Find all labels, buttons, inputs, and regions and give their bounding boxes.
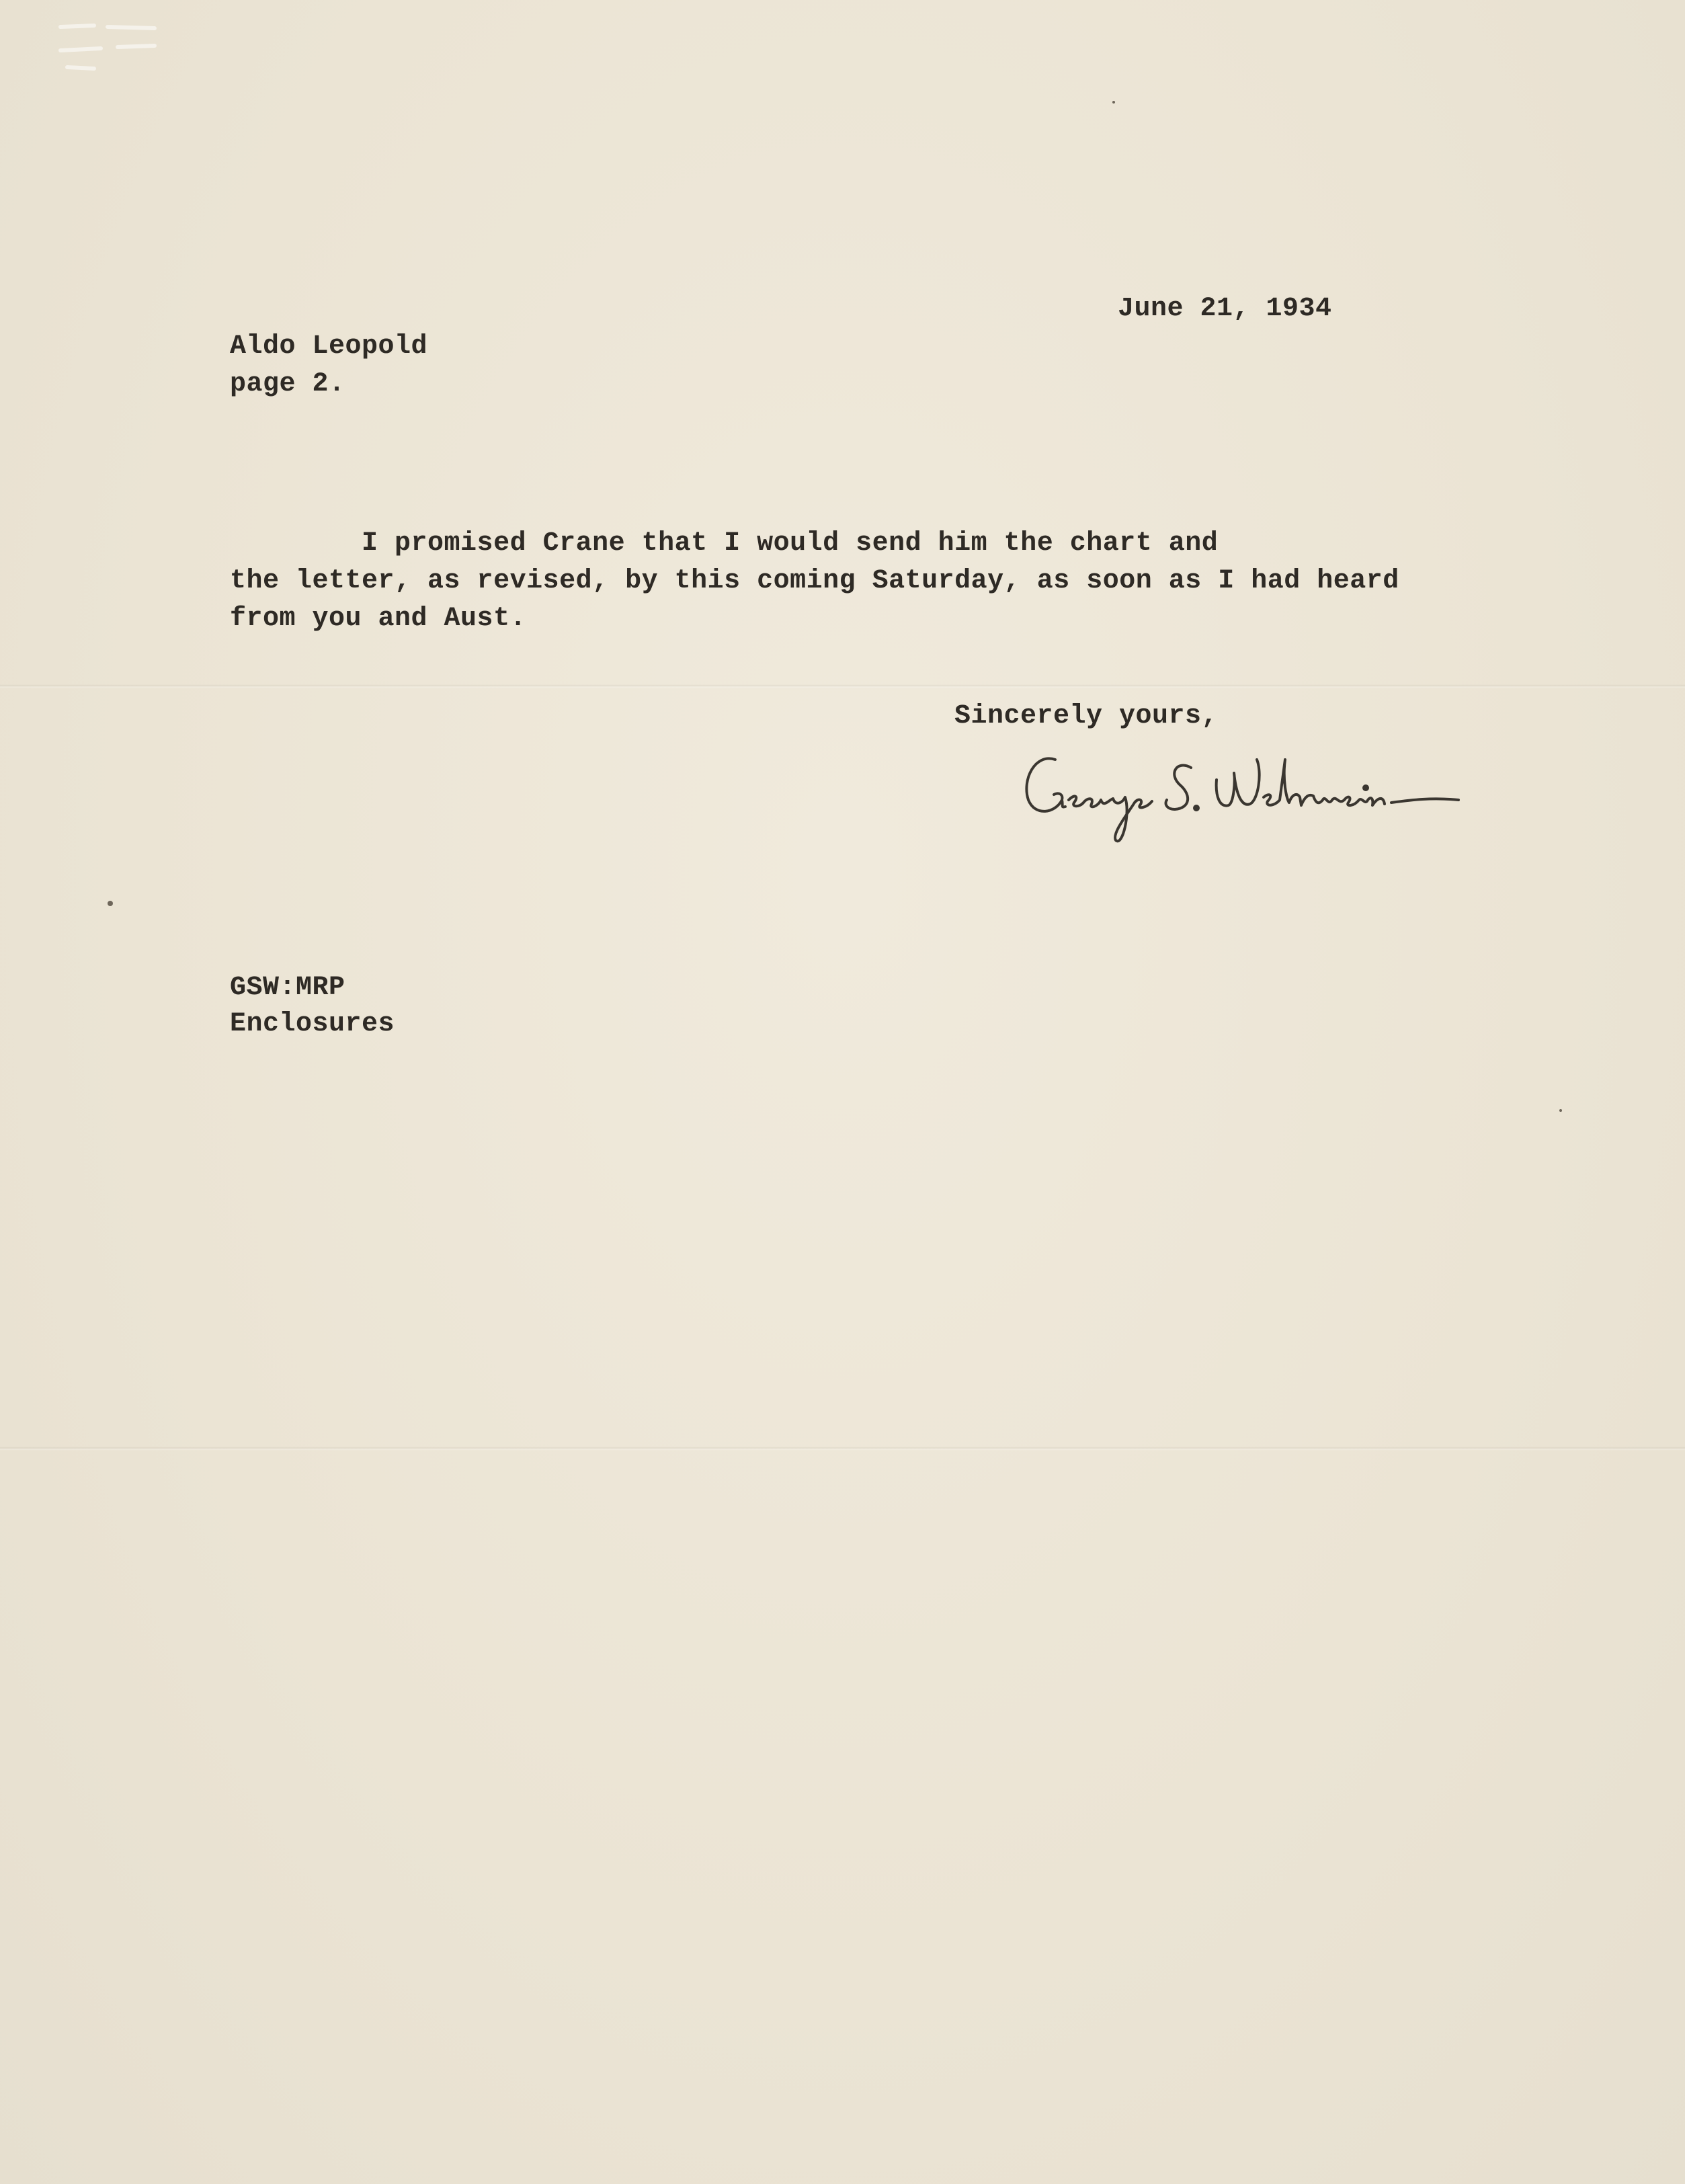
letter-body — [230, 525, 1399, 638]
letter-date: June 21, 1934 — [1118, 294, 1332, 324]
fold-crease — [0, 1447, 1685, 1451]
fold-crease — [0, 684, 1685, 688]
addressee-name: Aldo Leopold — [230, 331, 428, 362]
paper-speck — [1112, 101, 1115, 104]
paper-speck — [1559, 1109, 1562, 1112]
page-number: page 2. — [230, 369, 345, 399]
body-line: from you and Aust. — [230, 604, 527, 634]
body-line: I promised Crane that I would send him the chart and — [230, 528, 1219, 559]
handwritten-signature — [1015, 733, 1472, 860]
paper-speck — [108, 901, 113, 906]
reference-initials: GSW:MRP — [230, 973, 345, 1003]
closing-salutation: Sincerely yours, — [954, 701, 1219, 731]
body-line: the letter, as revised, by this coming Saturday, as soon as I had heard — [230, 566, 1399, 596]
enclosures-note: Enclosures — [230, 1009, 395, 1039]
emboss-mark-icon — [54, 13, 168, 74]
